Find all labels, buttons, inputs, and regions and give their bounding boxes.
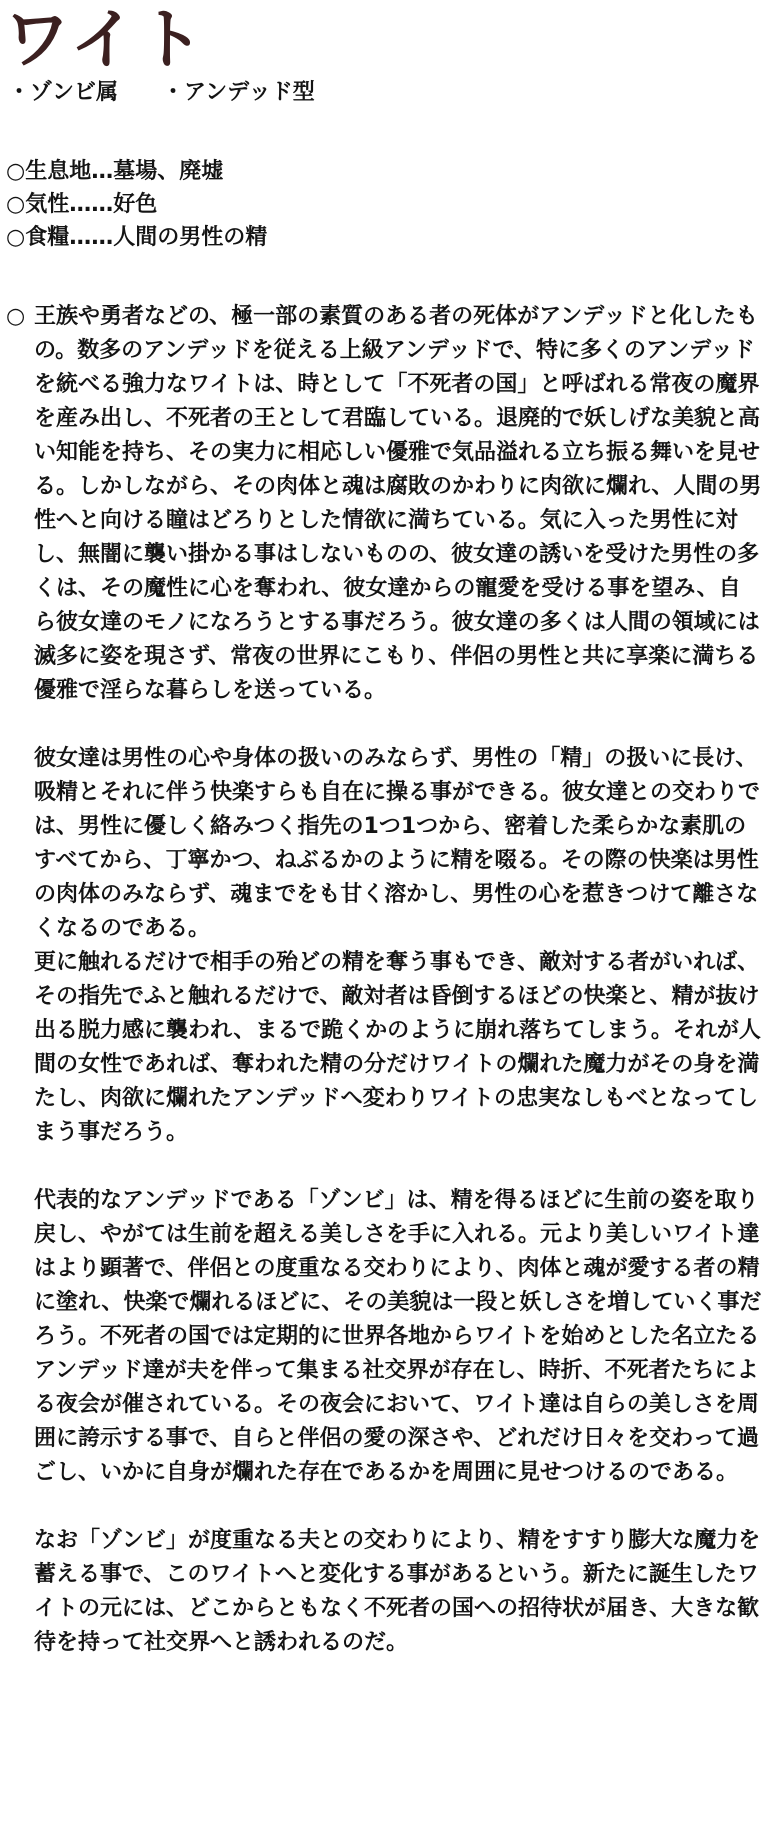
info-list [6,155,267,254]
page-title: ワイト [4,1,207,78]
circle-bullet-icon: ○ [6,192,26,217]
food-text: 食糧……人間の男性の精 [25,225,268,250]
circle-bullet-icon: ○ [6,304,26,329]
temperament-text: 気性……好色 [25,192,158,217]
info-item-temperament [6,188,267,221]
habitat-text: 生息地…墓場、廃墟 [25,159,224,184]
info-item-food [6,221,267,254]
type-label: ・アンデッド型 [162,80,315,105]
info-item-habitat [6,155,267,188]
circle-bullet-icon: ○ [6,159,26,184]
description-paragraph-5: なお「ゾンビ」が度重なる夫との交わりにより、精をすすり膨大な魔力を蓄える事で、このワイトへと変化する事があるという。新たに誕生したワイトの元には、どこからともなく不死者の国への招待状が届き、大きな歓待を持って社交界へと誘われるのだ。 [34,1528,761,1655]
paragraph-1-text: 王族や勇者などの、極一部の素質のある者の死体がアンデッドと化したもの。数多のアンデッドを従える上級アンデッドで、特に多くのアンデッドを統べる強力なワイトは、時として「不死者の国」と呼ばれる常夜の魔界を産み出し、不死者の王として君臨している。退廃的で妖しげな美貌と高い知能を持ち、その実力に相応しい優雅で気品溢れる立ち振る舞いを見せる。しかしながら、その肉体と魂は腐敗のかわりに肉欲に爛れ、人間の男性へと向ける瞳はどろりとした情欲に満ちている。気に入った男性に対し、無闇に襲い掛かる事はしないものの、彼女達の誘いを受けた男性の多くは、その魔性に心を奪われ、彼女達からの寵愛を受ける事を望み、自ら彼女達のモノになろうとする事だろう。彼女達の多くは人間の領域には滅多に姿を現さず、常夜の世界にこもり、伴侶の男性と共に享楽に満ちる優雅で淫らな暮らしを送っている。 [34,304,762,703]
description-paragraph-3: 更に触れるだけで相手の殆どの精を奪う事もでき、敵対する者がいれば、その指先でふと触れるだけで、敵対者は昏倒するほどの快楽と、精が抜け出る脱力感に襲われ、まるで跪くかのように崩れ落ちてしまう。それが人間の女性であれば、奪われた精の分だけワイトの爛れた魔力がその身を満たし、肉欲に爛れたアンデッドへ変わりワイトの忠実なしもべとなってしまう事だろう。 [34,950,761,1145]
description-paragraph-2: 彼女達は男性の心や身体の扱いのみならず、男性の「精」の扱いに長け、吸精とそれに伴う快楽すらも自在に操る事ができる。彼女達との交わりでは、男性に優しく絡みつく指先の1つ1つから、密着した柔らかな素肌のすべてから、丁寧かつ、ねぶるかのように精を啜る。その際の快楽は男性の肉体のみならず、魂までをも甘く溶かし、男性の心を惹きつけて離さなくなるのである。 [34,746,761,941]
circle-bullet-icon: ○ [6,225,26,250]
classification [8,78,315,108]
genus-label: ・ゾンビ属 [8,80,119,105]
description-paragraph-1 [6,300,762,708]
description [6,300,762,1660]
description-paragraph-4: 代表的なアンデッドである「ゾンビ」は、精を得るほどに生前の姿を取り戻し、やがては生前を超える美しさを手に入れる。元より美しいワイト達はより顕著で、伴侶との度重なる交わりにより、肉体と魂が愛する者の精に塗れ、快楽で爛れるほどに、その美貌は一段と妖しさを増していく事だろう。不死者の国では定期的に世界各地からワイトを始めとした名立たるアンデッド達が夫を伴って集まる社交界が存在し、時折、不死者たちによる夜会が催されている。その夜会において、ワイト達は自らの美しさを周囲に誇示する事で、自らと伴侶の愛の深さや、どれだけ日々を交わって過ごし、いかに自身が爛れた存在であるかを周囲に見せつけるのである。 [34,1188,762,1485]
